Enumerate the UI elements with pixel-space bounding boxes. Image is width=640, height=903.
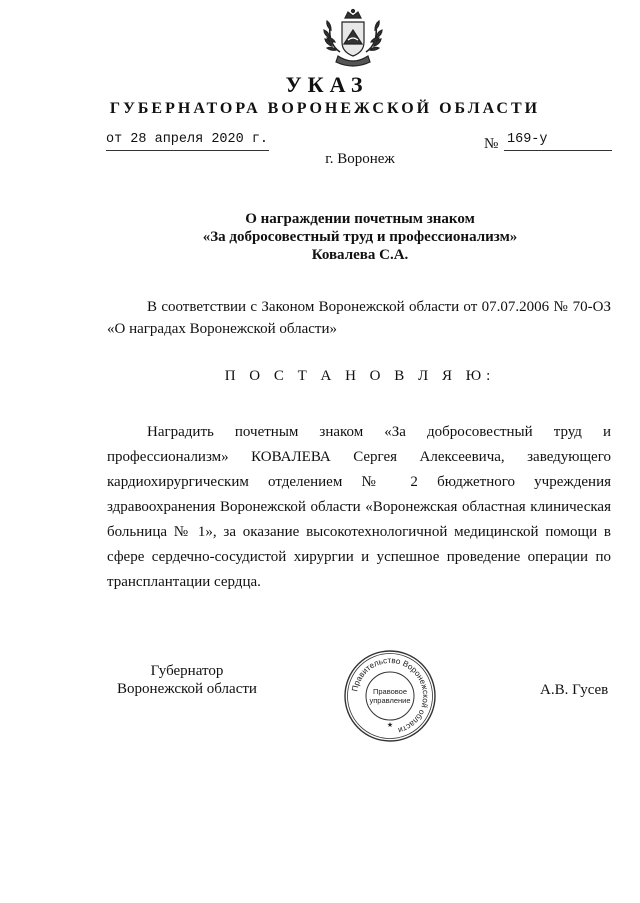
document-date: от 28 апреля 2020 г. xyxy=(106,132,269,147)
legal-basis-paragraph: В соответствии с Законом Воронежской области от 07.07.2006 № 70-ОЗ «О наградах Воронежской области» xyxy=(107,299,611,337)
document-type-title: УКАЗ xyxy=(285,72,369,97)
heading-line-3: Ковалева С.А. xyxy=(311,247,409,263)
seal-star-icon: ★ xyxy=(386,721,394,729)
city: г. Воронеж xyxy=(325,151,395,167)
decree-word: П О С Т А Н О В Л Я Ю: xyxy=(224,368,496,384)
decree-body-paragraph: Наградить почетным знаком «За добросовестный труд и профессионализм» КОВАЛЕВА Сергея Алексеевича, заведующего кардиохирургическим отделением № 2 бюджетного учреждения здравоохранения Воронежской области «Воронежская областная клиническая больница № 1», за оказание высокотехнологичной медицинской помощи в сфере сердечно-сосудистой хирургии и успешное проведение операции по трансплантации сердца. xyxy=(107,424,611,590)
document-number: 169-у xyxy=(507,132,548,147)
seal-center-line-2: управление xyxy=(369,696,411,705)
seal-center-line-1: Правовое xyxy=(372,687,408,696)
issuer-title: ГУБЕРНАТОРА ВОРОНЕЖСКОЙ ОБЛАСТИ xyxy=(109,100,541,117)
heading-line-2: «За добросовестный труд и профессионализм» xyxy=(202,229,518,245)
signatory-title-line-1: Губернатор xyxy=(150,663,224,679)
signatory-title-line-2: Воронежской области xyxy=(117,681,257,697)
signatory-title xyxy=(107,662,267,698)
document-heading xyxy=(0,210,640,264)
signatory-name: А.В. Гусев xyxy=(540,682,609,698)
official-seal xyxy=(342,648,438,744)
coat-of-arms-icon xyxy=(318,8,388,74)
seal-ring-text: Правительство Воронежской области xyxy=(350,655,431,735)
heading-line-1: О награждении почетным знаком xyxy=(245,211,475,227)
number-label: № xyxy=(484,136,499,152)
